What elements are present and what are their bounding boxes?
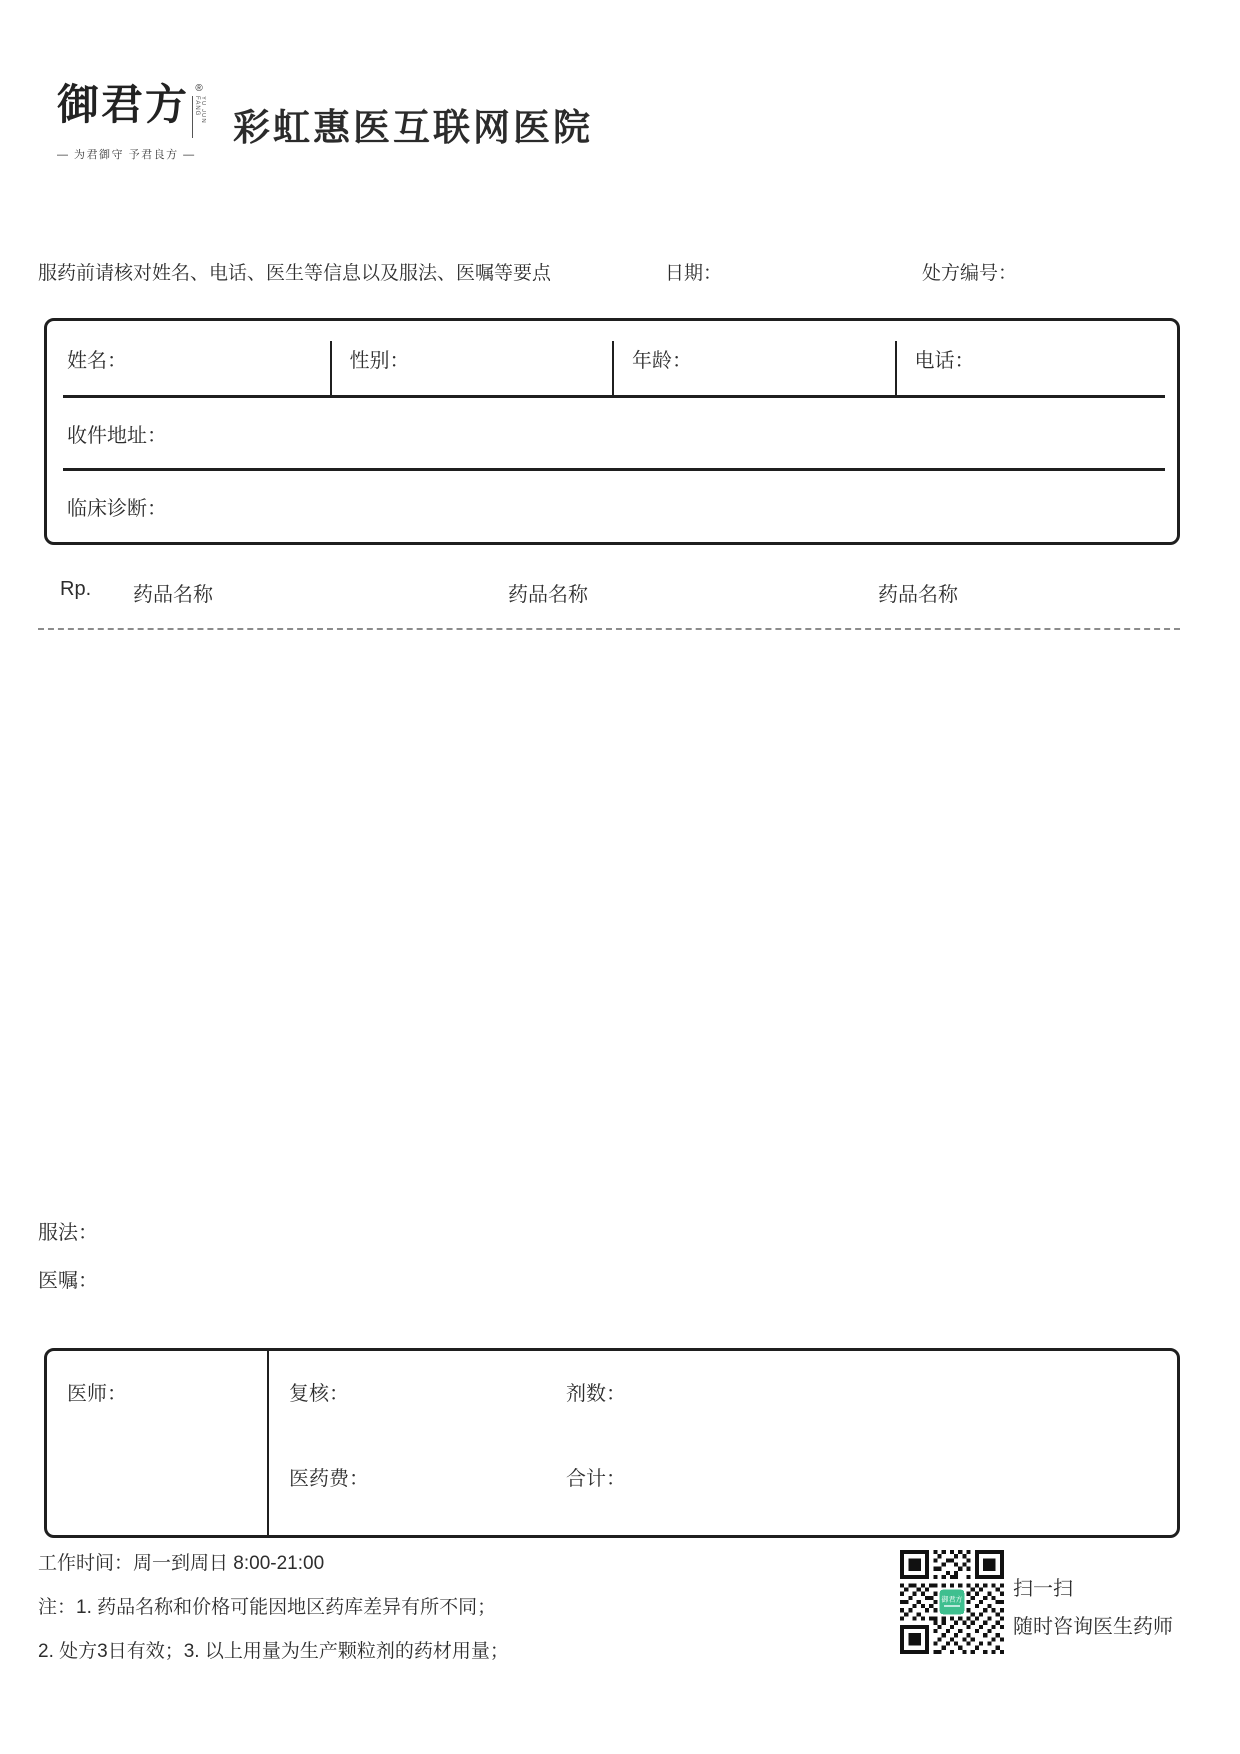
reviewer-label: 复核： — [289, 1383, 349, 1405]
prescription-number-label: 处方编号： — [922, 263, 1018, 284]
name-label: 姓名： — [67, 349, 127, 372]
usage-label: 服法： — [38, 1222, 98, 1244]
advice-label: 医嘱： — [38, 1270, 98, 1292]
registered-mark: ® — [195, 83, 203, 94]
gender-label: 性别： — [349, 349, 410, 372]
note-line-1: 注：1. 药品名称和价格可能因地区药库差异有所不同； — [38, 1597, 497, 1618]
phone-label: 电话： — [914, 349, 975, 372]
advice-field — [38, 1264, 98, 1293]
phone-field — [895, 321, 1178, 395]
review-dose-row — [289, 1377, 1177, 1406]
note-line-2: 2. 处方3日有效；3. 以上用量为生产颗粒剂的药材用量； — [38, 1641, 509, 1662]
qr-code — [900, 1550, 1004, 1654]
name-field — [47, 321, 330, 395]
doses-label: 剂数： — [566, 1383, 626, 1405]
scan-sub-label: 随时咨询医生药师 — [1013, 1616, 1173, 1638]
address-field — [47, 398, 1177, 468]
page-title: 彩虹惠医互联网医院 — [233, 107, 593, 148]
diagnosis-label: 临床诊断： — [67, 497, 167, 520]
summary-box — [44, 1348, 1180, 1538]
drug-name-column-header: 药品名称 — [133, 584, 213, 606]
usage-field — [38, 1216, 98, 1245]
age-field — [612, 321, 895, 395]
brand-logo-side — [192, 84, 206, 138]
divider — [330, 341, 332, 395]
fee-total-row — [289, 1462, 1177, 1491]
rp-prefix: Rp. — [60, 578, 92, 600]
qr-center-logo-text: 御君方 — [941, 1596, 963, 1604]
fee-field — [289, 1462, 566, 1491]
dashed-divider — [38, 628, 1180, 630]
brand-tagline: — 为君御守 予君良方 — — [57, 149, 196, 161]
divider — [612, 341, 614, 395]
doctor-field — [47, 1351, 269, 1535]
address-label: 收件地址： — [67, 424, 167, 447]
date-label: 日期： — [665, 263, 723, 284]
brand-logo — [57, 84, 206, 162]
age-label: 年龄： — [632, 349, 692, 372]
scan-label: 扫一扫 — [1013, 1578, 1073, 1600]
patient-basic-row — [47, 321, 1177, 395]
drug-name-column-header: 药品名称 — [508, 584, 588, 606]
doctor-label: 医师： — [67, 1383, 127, 1405]
reviewer-field — [289, 1377, 566, 1406]
qr-center-logo — [939, 1589, 966, 1616]
fee-label: 医药费： — [289, 1468, 369, 1490]
divider — [895, 341, 897, 395]
brand-logo-pinyin: YU JUN FANG — [192, 96, 206, 138]
brand-logo-text: 御君方 — [57, 83, 190, 129]
working-hours: 工作时间：周一到周日 8:00-21:00 — [38, 1553, 325, 1574]
total-label: 合计： — [566, 1468, 626, 1490]
drug-name-column-header: 药品名称 — [878, 584, 958, 606]
patient-info-box — [44, 318, 1180, 545]
gender-field — [330, 321, 613, 395]
summary-right — [269, 1351, 1177, 1535]
doses-field — [566, 1377, 626, 1406]
diagnosis-field — [47, 471, 1177, 541]
pre-use-notice: 服药前请核对姓名、电话、医生等信息以及服法、医嘱等要点 — [38, 263, 552, 284]
total-field — [566, 1462, 626, 1491]
